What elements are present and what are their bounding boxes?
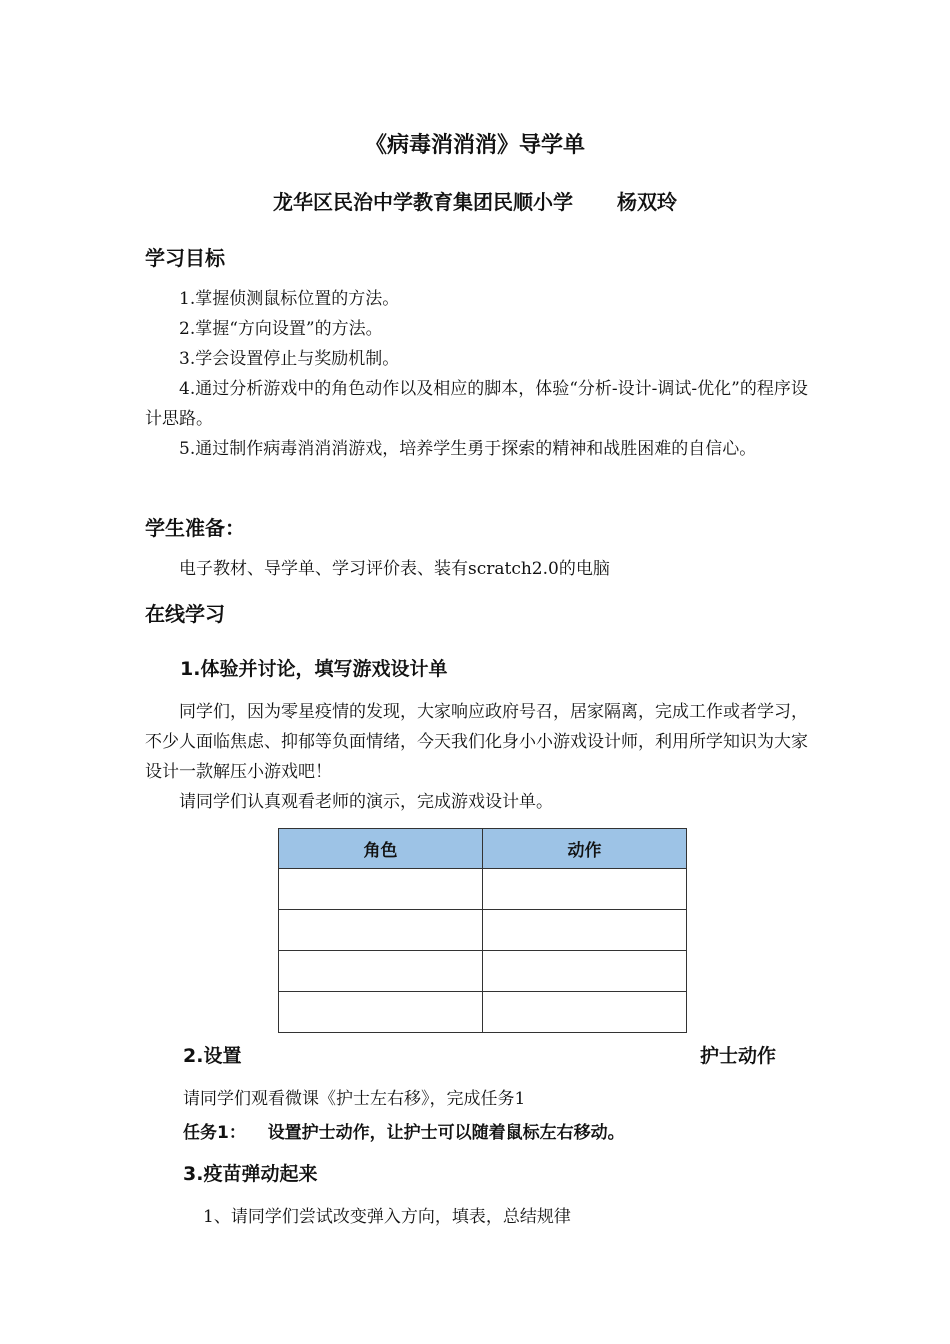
table-row (279, 992, 687, 1033)
goal-item-5: 5.通过制作病毒消消消游戏，培养学生勇于探索的精神和战胜困难的自信心。 (179, 439, 757, 459)
page-title: 《病毒消消消》导学单 (364, 133, 585, 158)
part3-heading: 3.疫苗弹动起来 (183, 1163, 318, 1185)
task-1 (183, 1118, 625, 1143)
table-cell[interactable] (279, 869, 483, 910)
part1-paragraph: 同学们，因为零星疫情的发现，大家响应政府号召，居家隔离，完成工作或者学习，不少人面临焦虑、抑郁等负面情绪，今天我们化身小小游戏设计师，利用所学知识为大家设计一款解压小游戏吧！ (145, 702, 808, 782)
column-header-role: 角色 (279, 829, 483, 869)
author-name: 杨双玲 (617, 190, 677, 214)
goal-item-4: 4.通过分析游戏中的角色动作以及相应的脚本，体验“分析-设计-调试-优化”的程序设计思路。 (145, 379, 808, 429)
table-cell[interactable] (279, 951, 483, 992)
task-label: 任务1： (183, 1123, 246, 1143)
game-design-table (278, 828, 687, 1033)
goals-heading: 学习目标 (145, 246, 225, 270)
table-header-row (279, 829, 687, 869)
online-heading: 在线学习 (145, 602, 225, 626)
table-cell[interactable] (483, 910, 687, 951)
table-cell[interactable] (483, 869, 687, 910)
part2-heading-left: 2.设置 (183, 1045, 242, 1067)
goal-item-1: 1.掌握侦测鼠标位置的方法。 (179, 289, 400, 309)
table-cell[interactable] (483, 992, 687, 1033)
table-cell[interactable] (483, 951, 687, 992)
table-row (279, 910, 687, 951)
prep-text: 电子教材、导学单、学习评价表、装有scratch2.0的电脑 (179, 559, 610, 579)
table-row (279, 951, 687, 992)
part3-item-1: 1、请同学们尝试改变弹入方向，填表，总结规律 (203, 1207, 571, 1227)
column-header-action: 动作 (483, 829, 687, 869)
table-row (279, 869, 687, 910)
goal-item-3: 3.学会设置停止与奖励机制。 (179, 349, 400, 369)
goal-item-2: 2.掌握“方向设置”的方法。 (179, 319, 383, 339)
author-school: 龙华区民治中学教育集团民顺小学 (273, 190, 573, 214)
author-line (0, 186, 950, 215)
part1-instruction: 请同学们认真观看老师的演示，完成游戏设计单。 (179, 792, 553, 812)
part2-heading-right: 护士动作 (700, 1045, 777, 1067)
task-text: 设置护士动作，让护士可以随着鼠标左右移动。 (267, 1123, 625, 1143)
part2-intro: 请同学们观看微课《护士左右移》，完成任务1 (183, 1089, 526, 1109)
table-cell[interactable] (279, 992, 483, 1033)
prep-heading: 学生准备： (145, 516, 245, 540)
part1-heading: 1.体验并讨论，填写游戏设计单 (180, 658, 448, 680)
table-cell[interactable] (279, 910, 483, 951)
